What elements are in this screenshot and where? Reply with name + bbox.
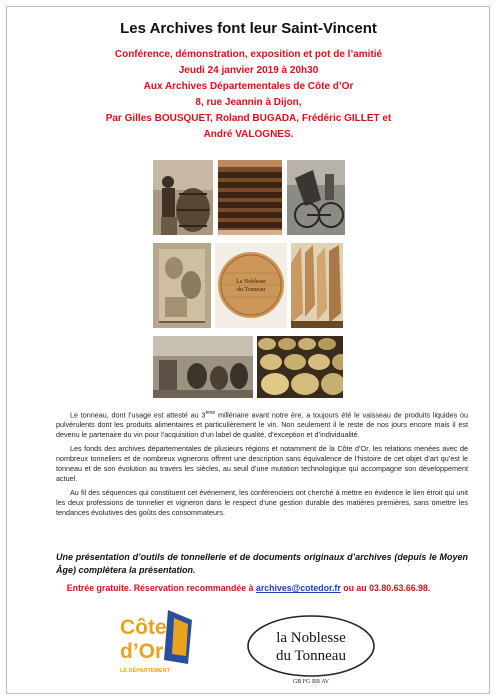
logo-noblesse-du-tonneau <box>244 610 378 686</box>
page-title: Les Archives font leur Saint-Vincent <box>120 20 377 37</box>
subtitle-line-4: 8, rue Jeannin à Dijon, <box>195 97 302 108</box>
body-paragraph-1: Le tonneau, dont l’usage est attesté au 3ème millénaire avant notre ère, a toujours été le vaisseau de produits liquides ou pulvérulents dont les produits alimentaires et particulièrement le vin. Non seulement il le reste de nos jours encore mais il est devenu le partenaire du vin pour l’acquisition d’un label de qualité, d’exception et d’individualité. <box>56 410 469 440</box>
photo-stone-carving <box>153 243 211 328</box>
body-text <box>56 408 468 522</box>
photo-barrel-cellar <box>257 336 343 398</box>
contact-line: Entrée gratuite. Réservation recommandée à archives@cotedor.fr ou au 03.80.63.66.98. <box>66 583 431 593</box>
photo-cooper-workshop-bike <box>287 160 345 235</box>
subtitle-line-2: Jeudi 24 janvier 2019 à 20h30 <box>178 65 319 76</box>
body-paragraph-3: Au fil des séquences qui constituent cet événement, les conférenciers ont cherché à mettre en évidence le lien étroit qui unit les deux professions de tonnelier et vigneron dans le respect d’une gestion durable des matières premières, sans omettre les tendances évolutives des goûts des consommateurs. <box>56 488 468 518</box>
logo-cotedor-line-1: Côte <box>120 616 167 639</box>
logo-cotedor-line-2: d’Or <box>120 640 164 663</box>
photo-barrel-staves-closeup <box>218 160 282 235</box>
photo-workshop-interior <box>153 336 253 398</box>
subtitle-line-3: Aux Archives Départementales de Côte d’Or <box>143 81 354 92</box>
photo-wood-staves-stack <box>291 243 343 328</box>
logo-noblesse-line-2: du Tonneau <box>276 648 346 664</box>
plaque-line-1: La Noblesse <box>236 279 266 285</box>
email-link[interactable]: archives@cotedor.fr <box>255 583 341 593</box>
subtitle-line-5: Par Gilles BOUSQUET, Roland BUGADA, Frédéric GILLET et <box>105 113 392 124</box>
photo-barrel-head-plaque <box>215 243 287 328</box>
body-paragraph-2: Les fonds des archives départementales de plusieurs régions et notamment de la Côte d’Or, les relations menées avec de nombreux tonneliers et de nombreux vignerons offrent une description sans équivalence de l’histoire de cet objet d’art qu’est le tonneau et de son évolution au travers les siècles, au seuil d’une mutation technologique qui accompagne son développement actuel. <box>56 444 468 484</box>
logo-cotedor-tagline: LE DÉPARTEMENT <box>120 668 171 674</box>
subtitle-line-1: Conférence, démonstration, exposition et pot de l’amitié <box>114 49 383 60</box>
logo-cotedor <box>118 608 194 680</box>
presentation-note: Une présentation d’outils de tonnellerie et de documents originaux d’archives (depuis le Moyen Âge) complètera la présentation. <box>56 552 468 575</box>
plaque-line-2: du Tonneau <box>237 287 265 293</box>
photo-cooper-with-barrel <box>153 160 213 235</box>
subtitle-line-6: André VALOGNES. <box>203 129 294 140</box>
logo-noblesse-line-1: la Noblesse <box>276 630 346 646</box>
logo-noblesse-initials: GB FG RB AV <box>292 679 330 685</box>
